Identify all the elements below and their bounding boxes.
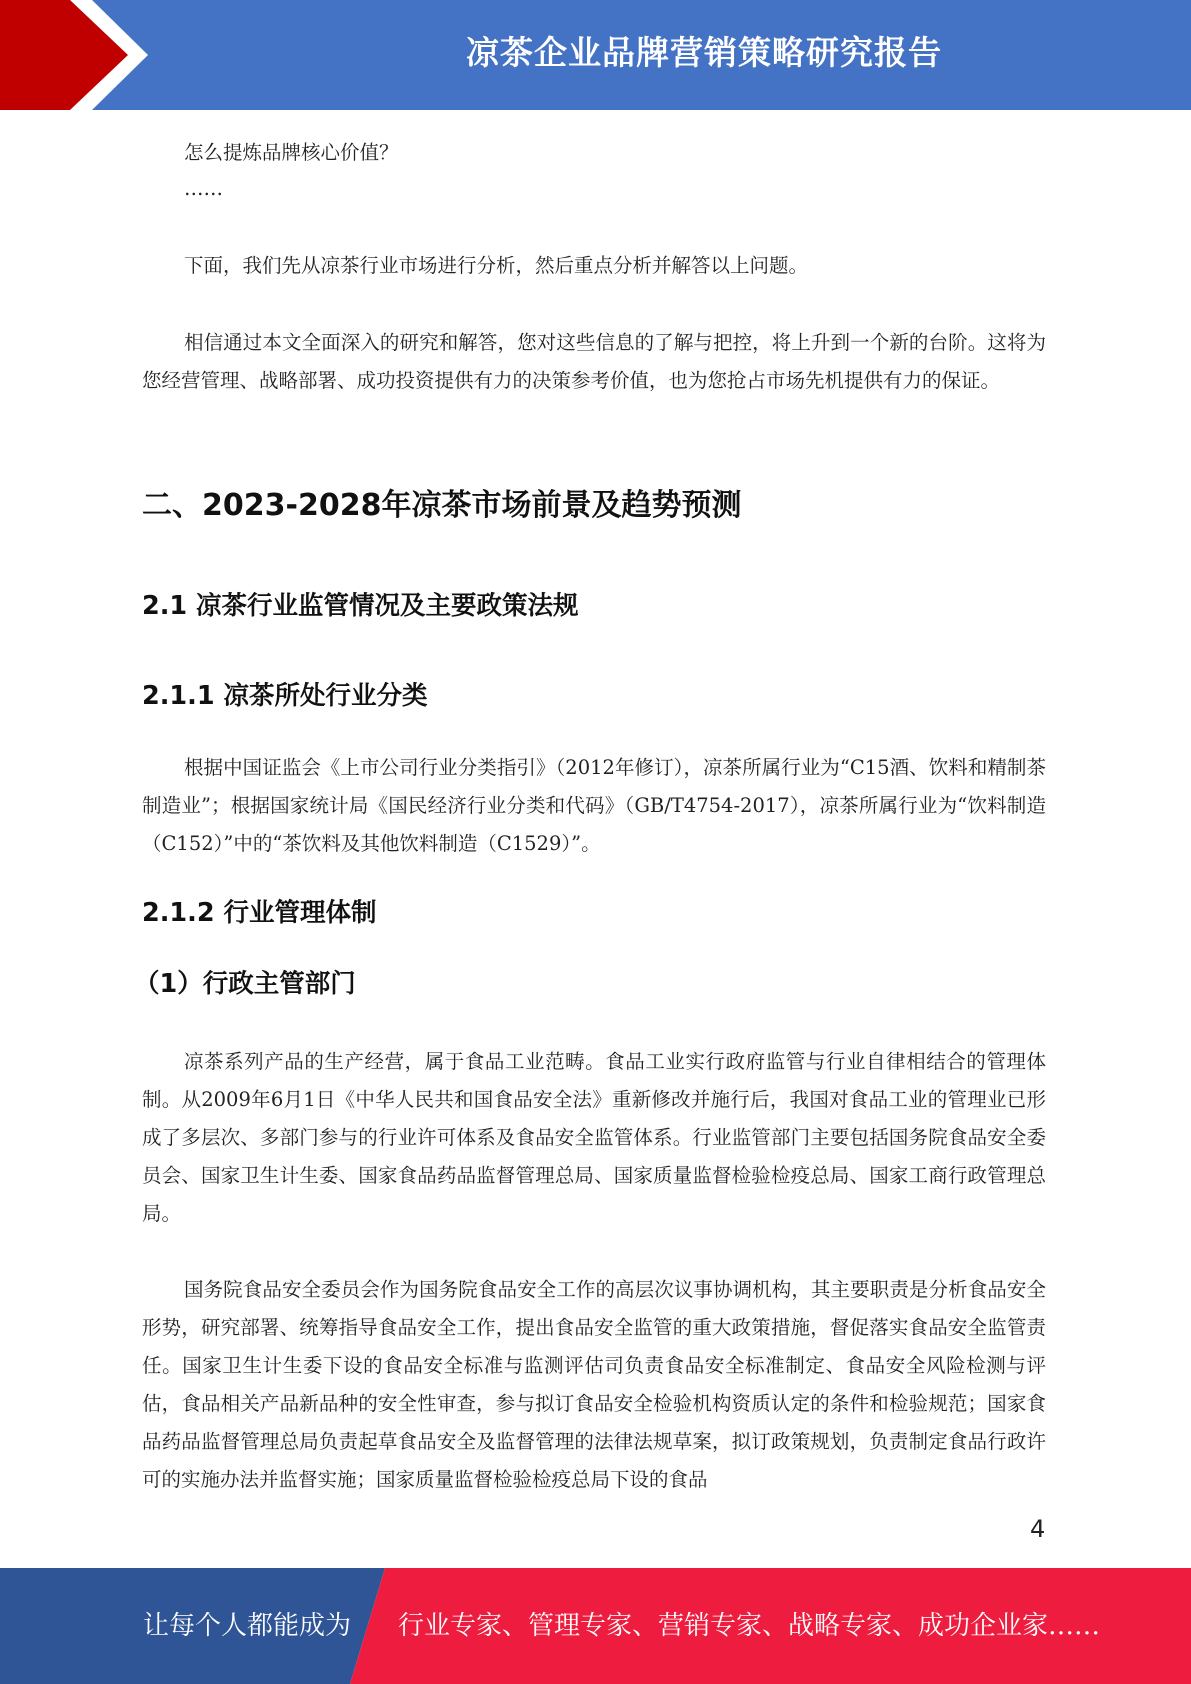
subsection-heading-admin: （1）行政主管部门 bbox=[134, 969, 356, 999]
admin-paragraph-1: 凉茶系列产品的生产经营，属于食品工业范畴。食品工业实行政府监管与行业自律相结合的管理体制。从2009年6月1日《中华人民共和国食品安全法》重新修改并施行后，我国对食品工业的管理业已形成了多层次、多部门参与的行业许可体系及食品安全监管体系。行业监管部门主要包括国务院食品安全委员会、国家卫生计生委、国家食品药品监督管理总局、国家质量监督检验检疫总局、国家工商行政管理总局。 bbox=[142, 1050, 1046, 1225]
report-title: 凉茶企业品牌营销策略研究报告 bbox=[466, 33, 942, 72]
classification-paragraph: 根据中国证监会《上市公司行业分类指引》（2012年修订），凉茶所属行业为“C15酒、饮料和精制茶制造业”；根据国家统计局《国民经济行业分类和代码》（GB/T4754-2017），凉茶所属行业为“饮料制造（C152）”中的“茶饮料及其他饮料制造（C1529）”。 bbox=[142, 756, 1046, 855]
section-heading-2: 二、2023-2028年凉茶市场前景及趋势预测 bbox=[142, 488, 742, 523]
page-number: 4 bbox=[1030, 1515, 1046, 1543]
intro-paragraph: 下面，我们先从凉茶行业市场进行分析，然后重点分析并解答以上问题。 bbox=[184, 254, 809, 277]
belief-paragraph: 相信通过本文全面深入的研究和解答，您对这些信息的了解与把控，将上升到一个新的台阶。这将为您经营管理、战略部署、成功投资提供有力的决策参考价值，也为您抢占市场先机提供有力的保证。 bbox=[142, 331, 1046, 392]
header-band bbox=[0, 0, 1191, 110]
footer-band bbox=[0, 1568, 1191, 1684]
admin-paragraph-2: 国务院食品安全委员会作为国务院食品安全工作的高层次议事协调机构，其主要职责是分析食品安全形势，研究部署、统筹指导食品安全工作，提出食品安全监管的重大政策措施，督促落实食品安全监管责任。国家卫生计生委下设的食品安全标准与监测评估司负责食品安全标准制定、食品安全风险检测与评估，食品相关产品新品种的安全性审查，参与拟订食品安全检验机构资质认定的条件和检验规范；国家食品药品监督管理总局负责起草食品安全及监督管理的法律法规草案，拟订政策规划，负责制定食品行政许可的实施办法并监督实施；国家质量监督检验检疫总局下设的食品 bbox=[142, 1278, 1046, 1491]
footer-slogan-left: 让每个人都能成为 bbox=[143, 1611, 352, 1641]
section-heading-2-1-2: 2.1.2 行业管理体制 bbox=[142, 898, 377, 928]
ellipsis-text: …… bbox=[184, 177, 223, 200]
footer-slogan-right: 行业专家、管理专家、营销专家、战略专家、成功企业家…… bbox=[398, 1611, 1101, 1641]
question-text: 怎么提炼品牌核心价值？ bbox=[184, 141, 399, 164]
header-arrow-icon bbox=[0, 0, 160, 110]
section-heading-2-1-1: 2.1.1 凉茶所处行业分类 bbox=[142, 681, 428, 711]
section-heading-2-1: 2.1 凉茶行业监管情况及主要政策法规 bbox=[142, 591, 579, 621]
